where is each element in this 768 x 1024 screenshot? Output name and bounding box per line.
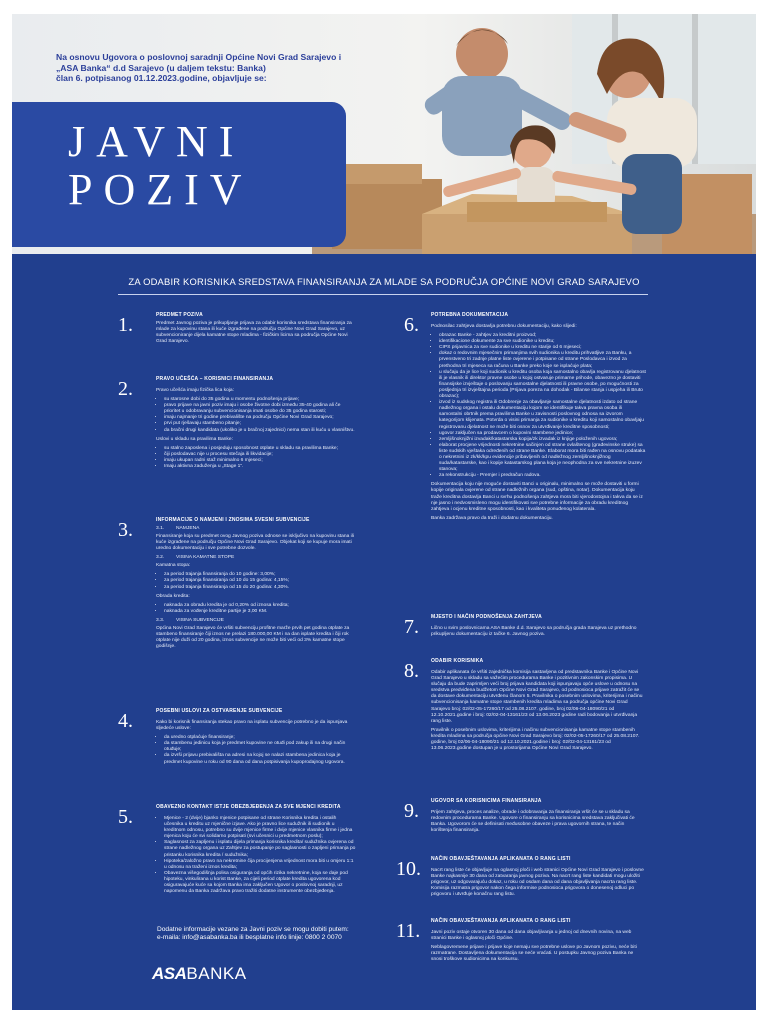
list-item: • identifikacione dokumente za sve sudionike u kreditu; bbox=[439, 339, 646, 345]
list-item: • CIPS prijavnica za sve sudionike u kreditu ne starije od 6 mjeseci; bbox=[439, 345, 646, 351]
list-item: • ugovor zaključen sa prodavcem o kupovini stambene jedinice; bbox=[439, 431, 646, 437]
section-title: NAČIN OBAVJEŠTAVANJA APLIKANATA O RANG LISTI bbox=[431, 918, 571, 924]
section-title: MJESTO I NAČIN PODNOŠENJA ZAHTJEVA bbox=[431, 614, 542, 620]
list-item: • imaju najmanje tri godine prebivalište na području Općine Novi Grad Sarajevo; bbox=[164, 415, 356, 421]
section-number: 10. bbox=[396, 858, 421, 880]
paragraph: Prijem zahtjeva, proces analize, obrade i odobravanja za finansiranja vršit će se u skladu sa redovnim procedurama Banke. Ugovore o finansiranju sa korisnicima sredstava zaključivati će Banka. Ugovorom će se definisati međusobne obaveze i prava ugovornih strana, te način korištenja finansiranja. bbox=[431, 810, 635, 834]
paragraph: Kako bi korisnik finansiranja stekao pravo na isplatu subvencije potrebno je da ispunjava sljedeće uslove: bbox=[156, 720, 348, 732]
bank-conditions-list bbox=[156, 446, 356, 470]
list-item: • za period trajanja finansiranja do 10 godine: 3,00%; bbox=[164, 572, 356, 578]
subtitle: ZA ODABIR KORISNIKA SREDSTAVA FINANSIRANJA ZA MLADE SA PODRUČJA OPĆINE NOVI GRAD SARAJEVO bbox=[128, 276, 640, 287]
logo-word: BANKA bbox=[186, 964, 247, 983]
paragraph: Nacrt rang liste će objavljuje na oglasnoj ploči i web stranici Općine Novi Grad Sarajevo i poslovne Banke najkasnije 30 dana od zatvaranja javnog poziva. Na nacrt rang liste kandidati mogu uložiti prigovor, uz odgovarajuću dokaz, u roku od osdam dana od dana objavljivanja nacrta rang liste. Komisija razmatra prigovor nakon čega informise podnosioca prigovora o donesenoj odluci po prigovoru i utvrđuje konačnu rang listu. bbox=[431, 868, 644, 898]
section-number: 5. bbox=[118, 806, 133, 828]
section-number: 4. bbox=[118, 710, 133, 732]
intro-line-3: član 6. potpisanog 01.12.2023.godine, objavljuje se: bbox=[56, 73, 267, 83]
collateral-list bbox=[156, 816, 356, 895]
list-item: • u slučaju da je lice koji sudionik u kreditu osoba koja samostalno obavlja registrovanu djelatnost ili je vlasnik ili direktor pravne osobe u kojoj ostvaruje primarne prihode, obavezno je dostaviti finansijske izvještaje o poslovanju samostalne djelatnosti ili pravne osobe, po mogućnosti za posljednja tri izvještajna perioda (Prijava poreza na dohodak - Bilanse stanja i uspjeha ili Bruto obrazac); bbox=[439, 370, 646, 400]
section-title: PREDMET POZIVA bbox=[156, 312, 203, 318]
section-title: POTREBNA DOKUMENTACIJA bbox=[431, 312, 509, 318]
intro-line-2: „ASA Banka“ d.d Sarajevo (u daljem tekstu: Banka) bbox=[56, 62, 266, 73]
paragraph: Kamatna stopa: bbox=[156, 563, 191, 569]
list-item: • naknada za obradu kredita je od 0,20% od iznosa kredita; bbox=[164, 603, 356, 609]
paragraph: Finansiranje koja su predmet ovog Javnog poziva odnose se isključivo na kupovinu stana ili kuće izgrađene na području Općine Novi Grad Sarajevo. Objekat koji se kupuje mora imati uredno dokumentaciju i sve potrebne dozvole. bbox=[156, 534, 354, 552]
section-number: 11. bbox=[396, 920, 421, 942]
documents-list bbox=[431, 333, 646, 479]
section-title: UGOVOR SA KORISNICIMA FINANSIRANJA bbox=[431, 798, 542, 804]
list-item: • dokaz o redovnim mjesečnim primanjima svih sudionika u kreditu prihvatljive za Banku, a prvenstveno tri zadnje platne liste ovjerene i potpisane od strane Poslodavca i izvod za prethodna tri mjeseca sa računa u Banke preko koje se isplaćuje plata; bbox=[439, 351, 646, 369]
section-title: INFORMACIJE O NAMJENI I ZNOSIMA SVESNI SUBVENCIJE bbox=[156, 517, 310, 523]
list-item: • da bračni drugi kandidata (ukoliko je u bračnoj zajednici) nema stan ili kuću u vlasništvu. bbox=[164, 428, 356, 434]
list-item: • čiji poslodavac nije u procesu stečaja ili likvidacije; bbox=[164, 452, 356, 458]
fees-list bbox=[156, 603, 356, 615]
contact-line-1: Dodatne informacije vezane za Javni poziv se mogu dobiti putem: bbox=[157, 926, 349, 933]
conditions-list bbox=[156, 397, 356, 434]
list-item: • Obavezna višegodišnja polisa osiguranja od općih rizika nekretnine, koja se daje pod hipoteku, vinkulirana u korist Banke, za cijeli period otplate kredita ugovorena kod osiguravajuće kuće sa kojom Banka ima zaključen Ugovor o poslovnoj saradnji, uz napomenu da Banka zadržava pravo tražiti dodatne instrumente obezbjeđenja. bbox=[164, 871, 356, 895]
paragraph: Podnosilac zahtjeva dostavlja potrebnu dokumentaciju, kako slijedi: bbox=[431, 324, 577, 329]
list-item: • pravo prijave na javni poziv imaju i osobe životne dobi između 35-40 godina ali če prioritet u odobravanju subvencionisanja imati osobe do 35 godina starosti; bbox=[164, 403, 356, 415]
section-title: NAČIN OBAVJEŠTAVANJA APLIKANATA O RANG LISTI bbox=[431, 856, 571, 862]
list-item: • imaju ukupan radni staž minimalno 6 mjeseci; bbox=[164, 458, 356, 464]
list-item: • naknada za vođenje kreditne partije je 3,00 KM. bbox=[164, 609, 356, 615]
section-number: 1. bbox=[118, 314, 133, 336]
contact-info bbox=[157, 926, 349, 943]
paragraph: Pravo učešća imaju fizička lica koja: bbox=[156, 388, 235, 393]
subsection-heading: 3.3. VISINA SUBVENCIJE bbox=[156, 617, 224, 623]
paragraph: Obrada kredita: bbox=[156, 593, 190, 599]
list-item: • Hipoteka/založno pravo na nekretnine čija procijenjena vrijednost mora biti u omjeru 1:1 u odnosu na traženi iznos kredita; bbox=[164, 859, 356, 871]
section-number: 3. bbox=[118, 519, 133, 541]
paragraph: Neblagovremene prijave i prijave koje nemaju sve potrebne uslove po Javnom pozivu, neće biti razmatrane. Dostavljena dokumentacija se neće vraćati. U postupku Javnog poziva Banka ne snosi troškove sudionicima na konkursu. bbox=[431, 945, 637, 963]
list-item: • su stalno zaposlena i posjeduju sposobnost otplate u skladu sa pravilima Banke; bbox=[164, 446, 356, 452]
title-line-1: JAVNI bbox=[68, 117, 245, 166]
interest-list bbox=[156, 572, 356, 590]
logo-mark: ASA bbox=[152, 964, 187, 983]
list-item: • da izvrši prijavu prebivališta na adresi na kojoj se nalazi stambena jedinica koja je predmet kupovine u roku od 90 dana od dana potpisivanja kupoprodajnog Ugovora. bbox=[164, 753, 356, 765]
list-item: • da uredno otplaćuje finansiranje; bbox=[164, 735, 356, 741]
section-number: 7. bbox=[404, 616, 419, 638]
contact-line-2[interactable]: e-maila: info@asabanka.ba ili besplatne info linije: 0800 2 0070 bbox=[157, 934, 342, 942]
conditions-list bbox=[156, 735, 356, 765]
paragraph: Općina Novi Grad Sarajevo će vršiti subvenciju profitne marže prvih pet godina otplate za stambeno finansiranje čiji iznos ne prelazi 180.000,00 KM i na dan isplate kredita i čiji rok otplate nije duži od 20 godina, iznos subvencije ne može biti veći od 3% kamatne stope godišnje. bbox=[156, 625, 350, 650]
paragraph: Pravilnik o posebnim uslovima, kriterijima i načinu subvencionisanja kamatne stope stambenih kredita mladima sa područja općine Novi Grad Sarajevo broj: 02/02-05-17260/17 od 25.08.2107. godine, broj 02/06-04-18090/21 od 12.10.2021.godine i broj: 02/02-04-13161/23 od 13.06.2023.godine dostupan je u prostorijama Općine Novi Grad Sarajevo. bbox=[431, 727, 640, 752]
section-number: 2. bbox=[118, 378, 133, 400]
list-item: • su starosne dobi do 35 godina u momentu podnošenja prijave; bbox=[164, 397, 356, 403]
list-item: • Saglasnost za zapljenu i isplatu dijela primanja korisnika kredita/ sudužnika ovjerena od strane nadležnog organa uz Zahtjev za postupanje po saglasnosti o zapljeni primanja po pristanku korisnika kredita / sudužnika; bbox=[164, 840, 356, 858]
intro-text bbox=[56, 52, 366, 84]
intro-line-1: Na osnovu Ugovora o poslovnoj saradnji Općine Novi Grad Sarajevo i bbox=[56, 52, 342, 62]
subsection-heading: 3.1. NAMJENA bbox=[156, 526, 200, 531]
section-number: 9. bbox=[404, 800, 419, 822]
list-item: • za period trajanja finansiranja od 10 do 15 godina: 4,15%; bbox=[164, 578, 356, 584]
list-item: • izvod iz sudskog registra ili Odobrenje za obavljanje samostalne djelatnosti izdato od strane nadležnog organa i ostalu dokumentaciju kojom se identifikuje takva pravna osoba ili samostalni obrtnik prema pravilima Banke u zavisnosti poslovnog odnosa sa izvorom kategorijom klijenata. Potvrda o visini primanja za sudionike u kreditu koji samostalno obavljaju registrovanu djelatnost ne može biti osnov za utvrđivanje kreditne sposobnosti; bbox=[439, 400, 646, 430]
paragraph: Odabir aplikanata će vršiti zajednička komisija sastavljena od predstavnika Banke i Općine Novi Grad Sarajevo u skladu sa važećim procedurama Banke i pozitivnim zakonskim propisima. U slučaju da bude zaprimljen veći broj prijava kandidata koji ispunjavaju opće uslove u odnosu na sredstva predviđena budžetom Općine Novi Grad Sarajevo, od podnosioca prijave zatražit će se da dostave dokumentaciju utvrđenu članom 5. Pravilnika o posebnim uslovima, kriterijima i načinu subvencionisanja kamatne stope stambenih kredita mladima sa područja općine Novi Grad Sarajevo broj: 02/02-05-17260/17 od 25.08.2107. godine, broj 02/06-04-18090/21 od 12.10.2021.godine i broj: 02/02-04-13161/23 od 13.06.2023 godine radi bodovanja i utvrđivanja rang liste. bbox=[431, 670, 643, 724]
section-title: ODABIR KORISNIKA bbox=[431, 658, 484, 664]
list-item: • Imaju aktivna zaduženja u „Stage 1“. bbox=[164, 464, 356, 470]
divider bbox=[118, 294, 648, 295]
section-title: PRAVO UČEŠĆA – KORISNICI FINANSIRANJA bbox=[156, 376, 274, 382]
list-item: • za period trajanja finansiranja od 15 do 20 godina: 4,30%. bbox=[164, 585, 356, 591]
paragraph: Lično u svim poslovnicama ASA Banke d.d. Sarajevo sa područja grada Sarajeva uz prethodno prikupljenu dokumentaciju iz tačke 6. Javnog poziva. bbox=[431, 626, 637, 638]
poster bbox=[12, 14, 756, 1010]
paragraph: Javni poziv ostaje otvoren 30 dana od dana objavljivanja u jednoj od dnevnih novina, na web stranici Banke i oglasnoj ploči Općine. bbox=[431, 930, 632, 942]
hero bbox=[12, 14, 756, 254]
list-item: • prvi put rješavaju stambeno pitanje; bbox=[164, 421, 356, 427]
list-item: • zemljišnoknjižni izvadak/katastarska kopija/zk izvadak iz knjige položenih ugovora; bbox=[439, 437, 646, 443]
list-item: • Mjenice - 2 (dvije) bjanko mjenice potpisane od strane Korisnika kredita i ostalih učesnika u kreditu uz mjenične izjave. Ako je pravno lice sudužnik ili sudionik u kreditnom odnosu, potrebno su dvije mjenice firme i dvije mjenice vlasnika firme i jedna mjenica koju će svi solidarno potpisati (svi učesnici u predmetnom poslu); bbox=[164, 816, 356, 840]
paragraph: Banka zadržava pravo da traži i dodatnu dokumentaciju. bbox=[431, 515, 553, 521]
paragraph: Predmet Javnog poziva je prikupljanje prijava za odabir korisnika sredstava finansiranja za mlade za kupovinu stana ili kuće izgrađene na području Općine Novi Grad Sarajevo, uz subvencioniranje dijela kamatne stope mladima - fizičkim licima sa područja Općine Novi Grad Sarajevo. bbox=[156, 321, 352, 345]
paragraph: Uslovi u skladu sa pravilima Banke: bbox=[156, 436, 233, 442]
section-number: 8. bbox=[404, 660, 419, 682]
list-item: • elaborat procjene vrijednosti nekretnine sačinjen od strane ovlaštenog (građevinske struke) sa liste sudskih vještaka određenih od strane Banke. Elaborat mora biti rađen na osnovu podataka o nekretnini iz zk/kk/kpu evidencije pribavljenih od nadležnog zemljišnoknjižnog suda/katastarske, kao i kopije katastarskog plana koja je neophodna za sve nekretnine izuzev stanova; bbox=[439, 443, 646, 473]
title-line-2: POZIV bbox=[68, 165, 253, 214]
section-number: 6. bbox=[404, 314, 419, 336]
list-item: • obrazac Banke - zahtjev za kreditni proizvod; bbox=[439, 333, 646, 339]
section-title: POSEBNI USLOVI ZA OSTVARENJE SUBVENCIJE bbox=[156, 708, 283, 714]
page-title bbox=[68, 118, 253, 214]
list-item: • za rekonstrukciju - Premjer i predračun radova. bbox=[439, 473, 646, 479]
section-title: OBAVEZNO KONTAKT ISTJE OBEZBJEĐENJA ZA SVE MJENCI KREDITA bbox=[156, 804, 341, 810]
paragraph: Dokumentacija koju nije moguće dostaviti Banci u originalu, minimalno se može dostaviti u formi kopije originala ovjerene od strane nadležnih organa (sud, opština, notar). Dokumentacija koju traže kreditna dostavlja Banci u svrhu podnošenja zahtjeva mora biti vjerodostojna i takva da se iz nje jasno i nedvosmisleno mogu identifikovati sve potrebne informacije za obradu kreditnog zahtjeva i ocjenu kreditne sposobnosti, kao i kvaliteta ponuđenog kolaterala. bbox=[431, 482, 643, 512]
list-item: • da stambenu jedinicu koja je predmet kupovine ne otuđi pod zakup ili na drugi način otuđuje; bbox=[164, 741, 356, 753]
subsection-heading: 3.2. VISINA KAMATNE STOPE bbox=[156, 555, 235, 561]
asa-banka-logo bbox=[152, 964, 247, 984]
